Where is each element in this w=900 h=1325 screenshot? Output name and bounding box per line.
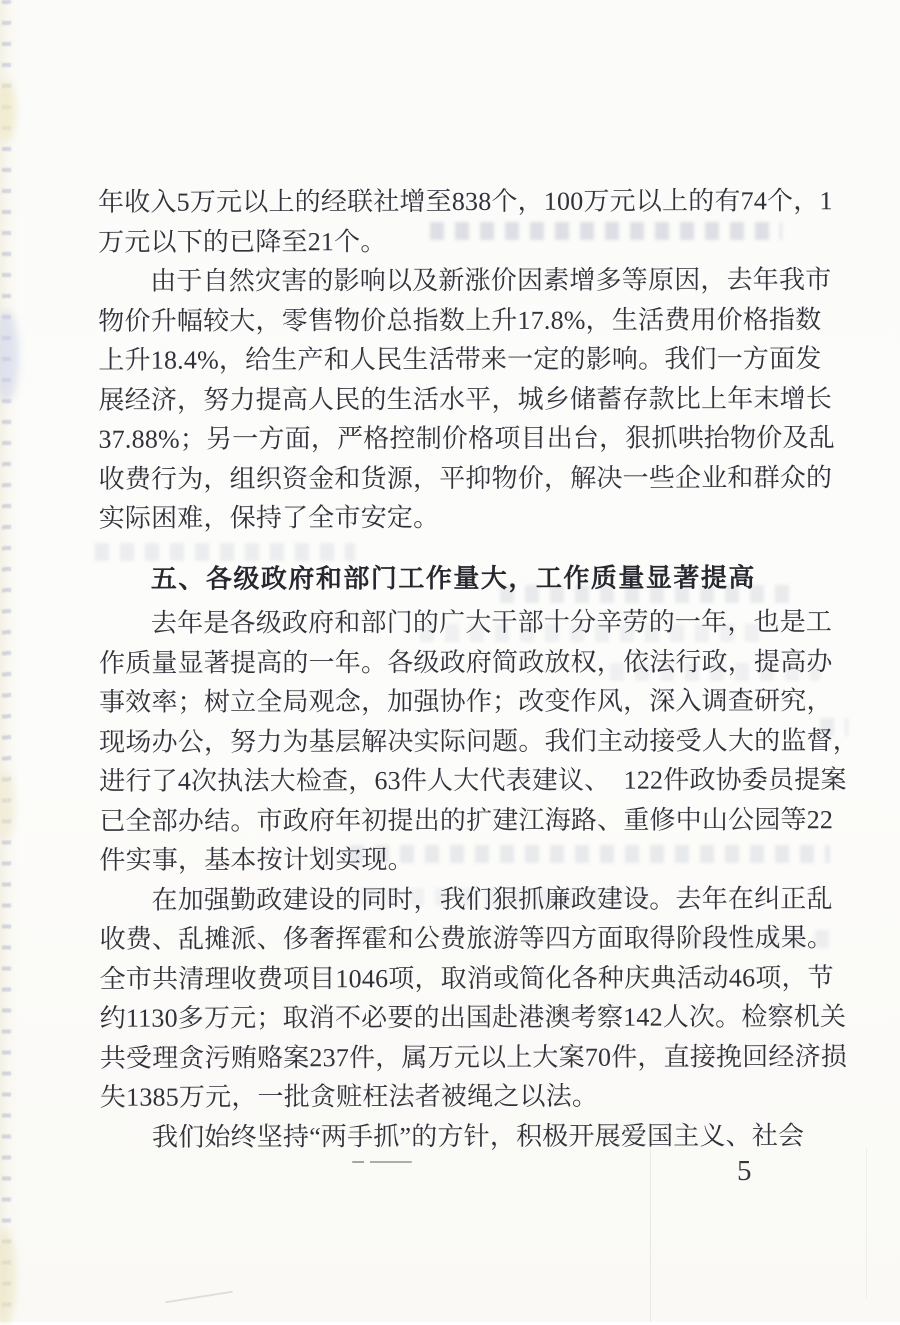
page-number: 5 (737, 1155, 752, 1187)
text-line: 物价升幅较大，零售物价总指数上升17.8%，生活费用价格指数 (98, 304, 822, 336)
scan-crease (866, 1148, 867, 1298)
text-line: 在加强勤政建设的同时，我们狠抓廉政建设。去年在纠正乱 (151, 883, 833, 915)
text-line: 现场办公，努力为基层解决实际问题。我们主动接受人大的监督， (99, 725, 859, 757)
text-line: 作质量显著提高的一年。各级政府简政放权，依法行政，提高办 (98, 646, 833, 678)
text-line: 约1130多万元；取消不必要的出国赴港澳考察142人次。检察机关 (99, 1002, 847, 1033)
scan-scratch (165, 1291, 232, 1304)
text-line: 实际困难，保持了全市安定。 (98, 503, 440, 533)
text-line: 失1385万元，一批贪赃枉法者被绳之以法。 (99, 1081, 599, 1112)
text-line: 去年是各级政府和部门的广大干部十分辛劳的一年，也是工 (150, 607, 833, 638)
text-line: 由于自然灾害的影响以及新涨价因素增多等原因，去年我市 (150, 265, 832, 296)
text-line: 件实事，基本按计划实现。 (99, 845, 414, 875)
scan-mark (352, 1161, 412, 1163)
scan-edge-strip (0, 0, 20, 1322)
text-line: 万元以下的已降至21个。 (98, 226, 387, 257)
text-line: 全市共清理收费项目1046项，取消或简化各种庆典活动46项，节 (99, 962, 834, 994)
text-line: 37.88%；另一方面，严格控制价格项目出台，狠抓哄抬物价及乱 (98, 423, 835, 454)
section-heading: 五、各级政府和部门工作量大，工作质量显著提高 (150, 561, 756, 594)
text-line: 收费行为，组织资金和货源，平抑物价，解决一些企业和群众的 (98, 462, 833, 494)
text-line: 展经济，努力提高人民的生活水平，城乡储蓄存款比上年末增长 (98, 383, 833, 415)
text-line: 进行了4次执法大检查，63件人大代表建议、 122件政协委员提案 (99, 765, 847, 796)
scan-crease (650, 1140, 651, 1322)
text-line: 共受理贪污贿赂案237件，属万元以上大案70件，直接挽回经济损 (99, 1041, 848, 1073)
page-text (97, 181, 859, 1156)
text-line: 已全部办结。市政府年初提出的扩建江海路、重修中山公园等22 (99, 804, 834, 836)
text-line: 我们始终坚持“两手抓”的方针，积极开展爱国主义、社会 (151, 1120, 805, 1152)
text-line: 事效率；树立全局观念，加强协作；改变作风，深入调查研究， (99, 686, 833, 717)
text-line: 收费、乱摊派、侈奢挥霍和公费旅游等四方面取得阶段性成果。 (99, 923, 834, 954)
text-line: 年收入5万元以上的经联社增至838个，100万元以上的有74个，1 (97, 186, 833, 217)
text-line: 上升18.4%，给生产和人民生活带来一定的影响。我们一方面发 (98, 344, 822, 375)
